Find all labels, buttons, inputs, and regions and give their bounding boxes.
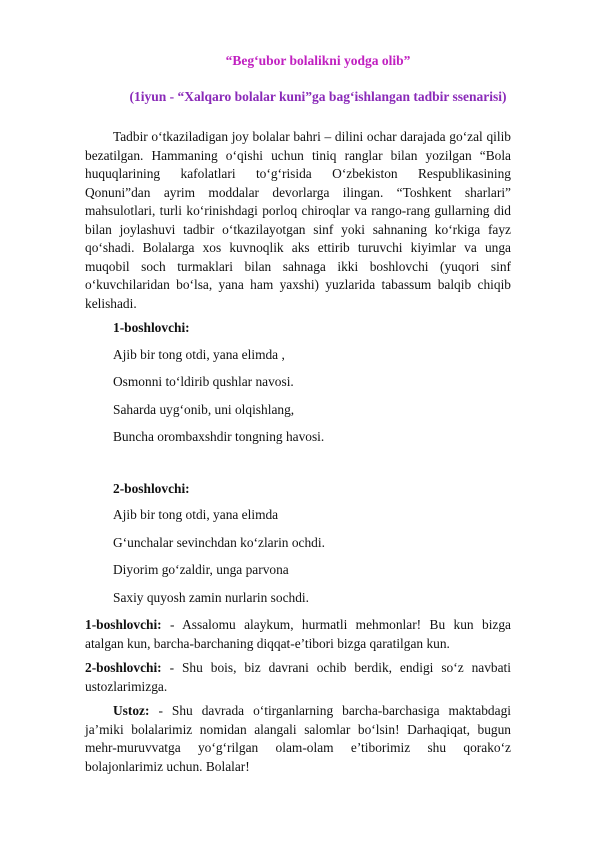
intro-paragraph: Tadbir o‘tkaziladigan joy bolalar bahri – dilini ochar darajada go‘zal qilib bezatilgan. Hammaning o‘qishi uchun tiniq ranglar bilan yozilgan “Bola huquqlarining kafolatlari to‘g‘risida O‘zbekiston Respublikasining Qonuni”dan ayrim moddalar devorlarga ilingan. “Toshkent sharlari” mahsulotlari, turli ko‘rinishdagi porloq chiroqlar va rango-rang gullarning did bilan joylashuvi tadbir o‘tkazilayotgan sinf yoki sahnaning ko‘rkiga fayz qo‘shadi. Bolalarga xos kuvnoqlik aks ettirib turuvchi kiyimlar va unga muqobil soch turmaklari bilan sahnaga ikki boshlovchi (yuqori sinf o‘kuvchilaridan bo‘lsa, yana ham yaxshi) yuzlarida tabassum balqib chiqib kelishadi. xyxy=(85,129,511,311)
document-subtitle: (1iyun - “Xalqaro bolalar kuni”ga bag‘ishlangan tadbir ssenarisi) xyxy=(129,89,507,104)
document-body xyxy=(85,128,511,782)
verse-line: Buncha orombaxshdir tongning havosi. xyxy=(113,429,325,444)
dialog-line xyxy=(85,616,511,653)
speaker-label: 2-boshlovchi: xyxy=(85,660,162,675)
verse-line: Diyorim go‘zaldir, unga parvona xyxy=(113,562,289,577)
verse-line: Ajib bir tong otdi, yana elimda xyxy=(113,507,279,522)
spacer xyxy=(85,456,511,474)
dialog-text: - Shu davrada o‘tirganlarning barcha-barchasiga maktabdagi ja’miki bolalarimiz nomidan alangali salomlar bo‘lsin! Darhaqiqat, bugun mehr-muruvvatga yo‘g‘rilgan olam-olam e’tiborimiz shu qorako‘z bolajonlarimiz uchun. Bolalar! xyxy=(85,703,511,774)
verse-line: Ajib bir tong otdi, yana elimda , xyxy=(113,346,285,362)
host1-heading: 1-boshlovchi: xyxy=(113,320,190,335)
dialog-text: - Assalomu alaykum, hurmatli mehmonlar! Bu kun bizga atalgan kun, barcha-barchaning diqqat-e’tibori bizga qaratilgan kun. xyxy=(85,617,511,651)
speaker-label: 1-boshlovchi: xyxy=(85,617,162,632)
speaker-label: Ustoz: xyxy=(113,703,150,718)
verse-line: G‘unchalar sevinchdan ko‘zlarin ochdi. xyxy=(113,534,325,550)
dialog-line xyxy=(85,702,511,776)
dialog-line xyxy=(85,659,511,696)
verse-line: Saxiy quyosh zamin nurlarin sochdi. xyxy=(113,589,309,605)
host2-heading: 2-boshlovchi: xyxy=(113,480,190,496)
dialog-text: - Shu bois, biz davrani ochib berdik, endigi so‘z navbati ustozlarimizga. xyxy=(85,660,511,694)
document-title: “Beg‘ubor bolalikni yodga olib” xyxy=(225,53,411,68)
verse-line: Saharda uyg‘onib, uni olqishlang, xyxy=(113,401,295,417)
verse-line: Osmonni to‘ldirib qushlar navosi. xyxy=(113,374,294,389)
